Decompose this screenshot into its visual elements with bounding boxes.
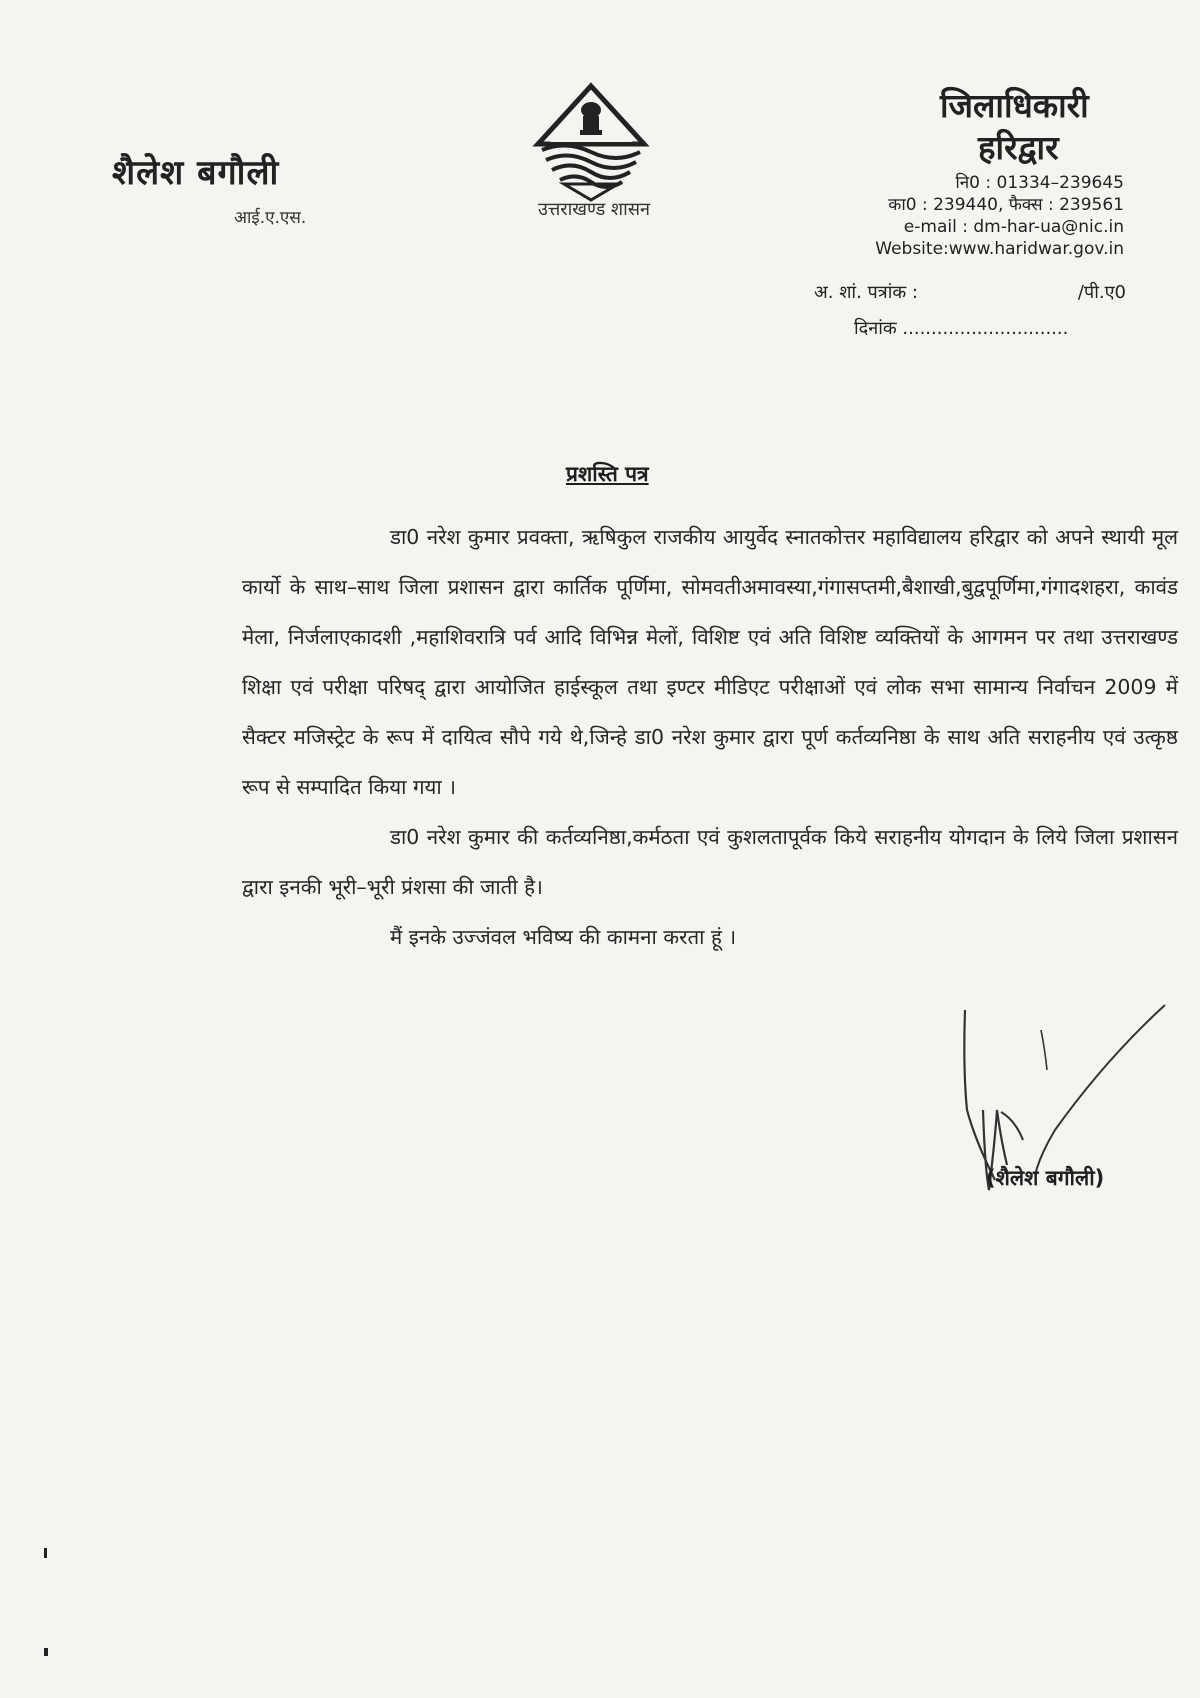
date-line: दिनांक .............................: [854, 318, 1069, 339]
reference-label: अ. शां. पत्रांक :: [814, 282, 918, 303]
body-paragraph: डा0 नरेश कुमार प्रवक्ता, ऋषिकुल राजकीय आयुर्वेद स्नातकोत्तर महाविद्यालय हरिद्वार को अपने स्थायी मूल कार्यो के साथ–साथ जिला प्रशासन द्वारा कार्तिक पूर्णिमा, सोमवतीअमावस्या,गंगासप्तमी,बैशाखी,बुद्वपूर्णिमा,गंगादशहरा, कावंड मेला, निर्जलाएकादशी ,महाशिवरात्रि पर्व आदि विभिन्न मेलों, विशिष्ट एवं अति विशिष्ट व्यक्तियों के आगमन पर तथा उत्तराखण्ड शिक्षा एवं परीक्षा परिषद् द्वारा आयोजित हाईस्कूल तथा इण्टर मीडिएट परीक्षाओं एवं लोक सभा सामान्य निर्वाचन 2009 में सैक्टर मजिस्ट्रेट के रूप में दायित्व सौपे गये थे,जिन्हे डा0 नरेश कुमार द्वारा पूर्ण कर्तव्यनिष्ठा के साथ अति सराहनीय एवं उत्कृष्ठ रूप से सम्पादित किया गया ।: [242, 525, 1178, 799]
scan-mark: [44, 1548, 47, 1558]
website-address: Website:www.haridwar.gov.in: [875, 239, 1124, 259]
residence-phone: नि0 : 01334–239645: [955, 173, 1124, 193]
closing-line: मैं इनके उज्जंवल भविष्य की कामना करता हूं ।: [390, 925, 737, 949]
document-heading: प्रशस्ति पत्र: [566, 462, 649, 486]
reference-suffix: /पी.ए0: [1077, 282, 1126, 303]
scan-mark: [44, 1648, 48, 1656]
government-name: उत्तराखण्ड शासन: [537, 199, 650, 220]
officer-service: आई.ए.एस.: [234, 208, 307, 228]
certificate-body: [242, 512, 1178, 962]
body-paragraph: डा0 नरेश कुमार की कर्तव्यनिष्ठा,कर्मठता एवं कुशलतापूर्वक किये सराहनीय योगदान के लिये जिला प्रशासन द्वारा इनकी भूरी–भूरी प्रंशसा की जाती है।: [242, 825, 1178, 899]
uttarakhand-state-emblem-icon: [526, 80, 656, 202]
email-address: e-mail : dm-har-ua@nic.in: [903, 217, 1124, 237]
office-title: जिलाधिकारी: [940, 86, 1089, 125]
office-phone-fax: का0 : 239440, फैक्स : 239561: [888, 195, 1124, 215]
signatory-name: (शैलेश बगौली): [986, 1166, 1105, 1190]
contact-block: [824, 172, 1124, 260]
officer-name: शैलेश बगौली: [112, 153, 280, 193]
office-place: हरिद्वार: [978, 128, 1059, 167]
